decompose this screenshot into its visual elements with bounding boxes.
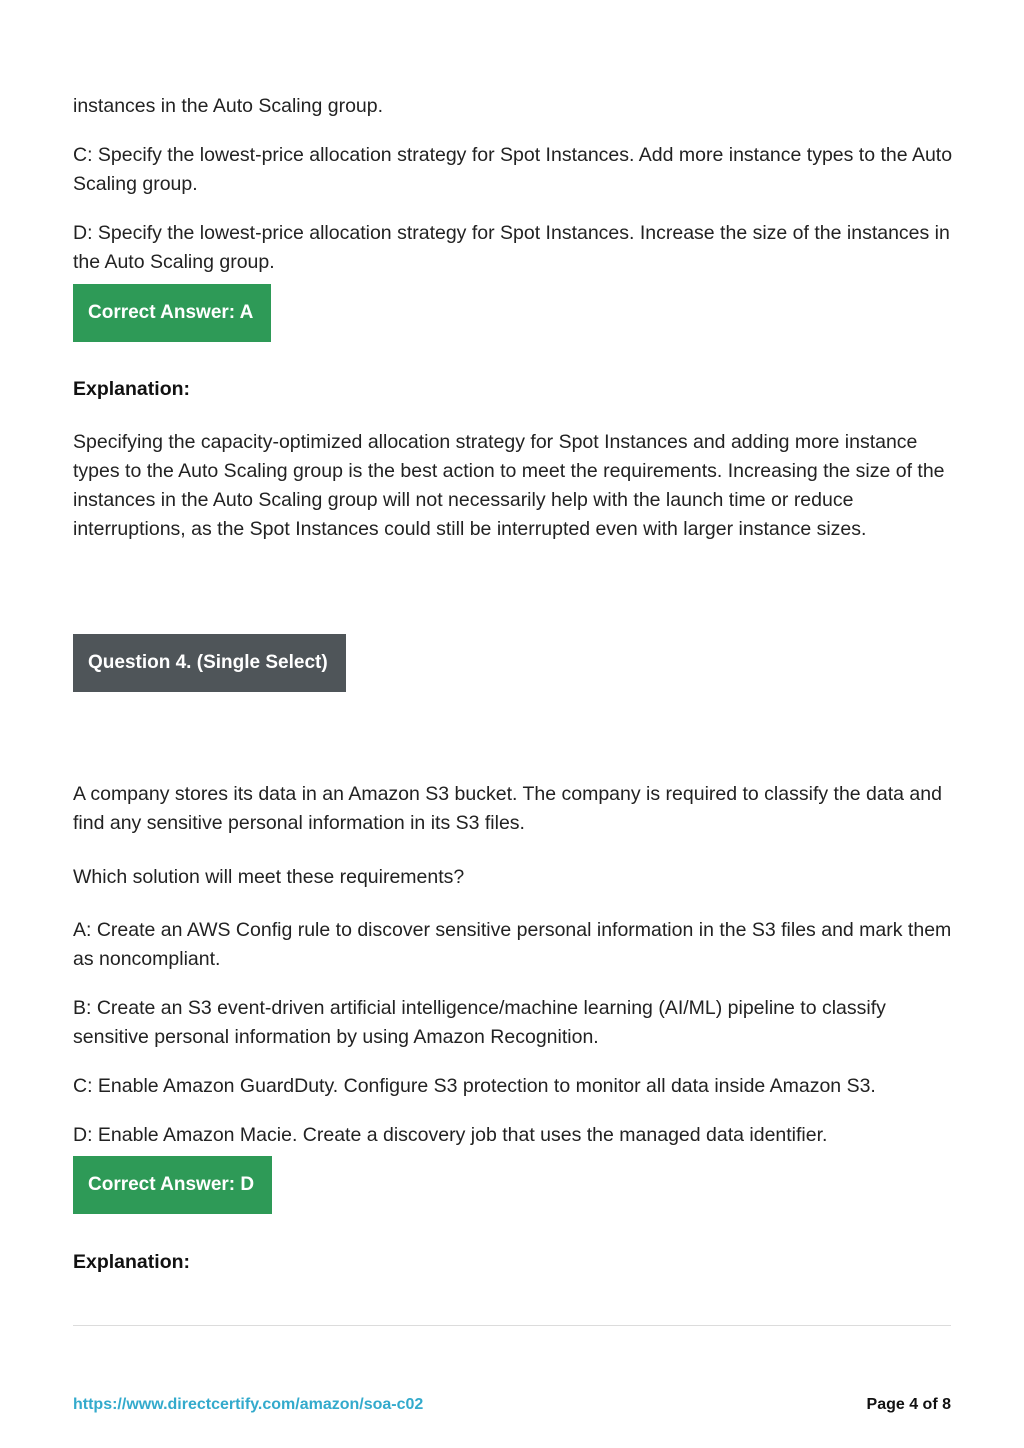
q3-option-b-tail: instances in the Auto Scaling group. [73,95,384,117]
q3-correct-answer-badge [73,284,271,342]
footer-divider [73,1325,951,1326]
footer-site-link[interactable]: https://www.directcertify.com/amazon/soa-c02 [73,1396,424,1413]
q4-correct-answer-badge [73,1156,272,1214]
q4-header-label: Question 4. (Single Select) [88,652,328,673]
q4-explanation-heading: Explanation: [73,1251,191,1273]
q3-option-c: C: Specify the lowest-price allocation strategy for Spot Instances. Add more instance types to the Auto Scaling group. [73,144,953,195]
q3-correct-answer-label: Correct Answer: A [88,302,254,323]
q4-header-badge [73,634,346,692]
q4-prompt: Which solution will meet these requirements? [73,866,465,888]
footer-page-number: Page 4 of 8 [866,1396,951,1413]
q4-option-b: B: Create an S3 event-driven artificial intelligence/machine learning (AI/ML) pipeline to classify sensitive personal information by using Amazon Recognition. [73,997,886,1048]
q4-option-a: A: Create an AWS Config rule to discover sensitive personal information in the S3 files and mark them as noncompliant. [73,919,952,970]
q4-question-text: A company stores its data in an Amazon S3 bucket. The company is required to classify the data and find any sensitive personal information in its S3 files. [73,783,942,834]
q3-explanation-heading: Explanation: [73,378,191,400]
q4-correct-answer-label: Correct Answer: D [88,1174,255,1195]
q3-explanation-text: Specifying the capacity-optimized allocation strategy for Spot Instances and adding more instance types to the Auto Scaling group is the best action to meet the requirements. Increasing the size of the instances in the Auto Scaling group will not necessarily help with the launch time or reduce interruptions, as the Spot Instances could still be interrupted even with larger instance sizes. [73,431,945,540]
q4-option-c: C: Enable Amazon GuardDuty. Configure S3 protection to monitor all data inside Amazon S3. [73,1075,876,1097]
q3-option-d: D: Specify the lowest-price allocation strategy for Spot Instances. Increase the size of the instances in the Auto Scaling group. [73,222,950,273]
q4-option-d: D: Enable Amazon Macie. Create a discovery job that uses the managed data identifier. [73,1124,828,1146]
